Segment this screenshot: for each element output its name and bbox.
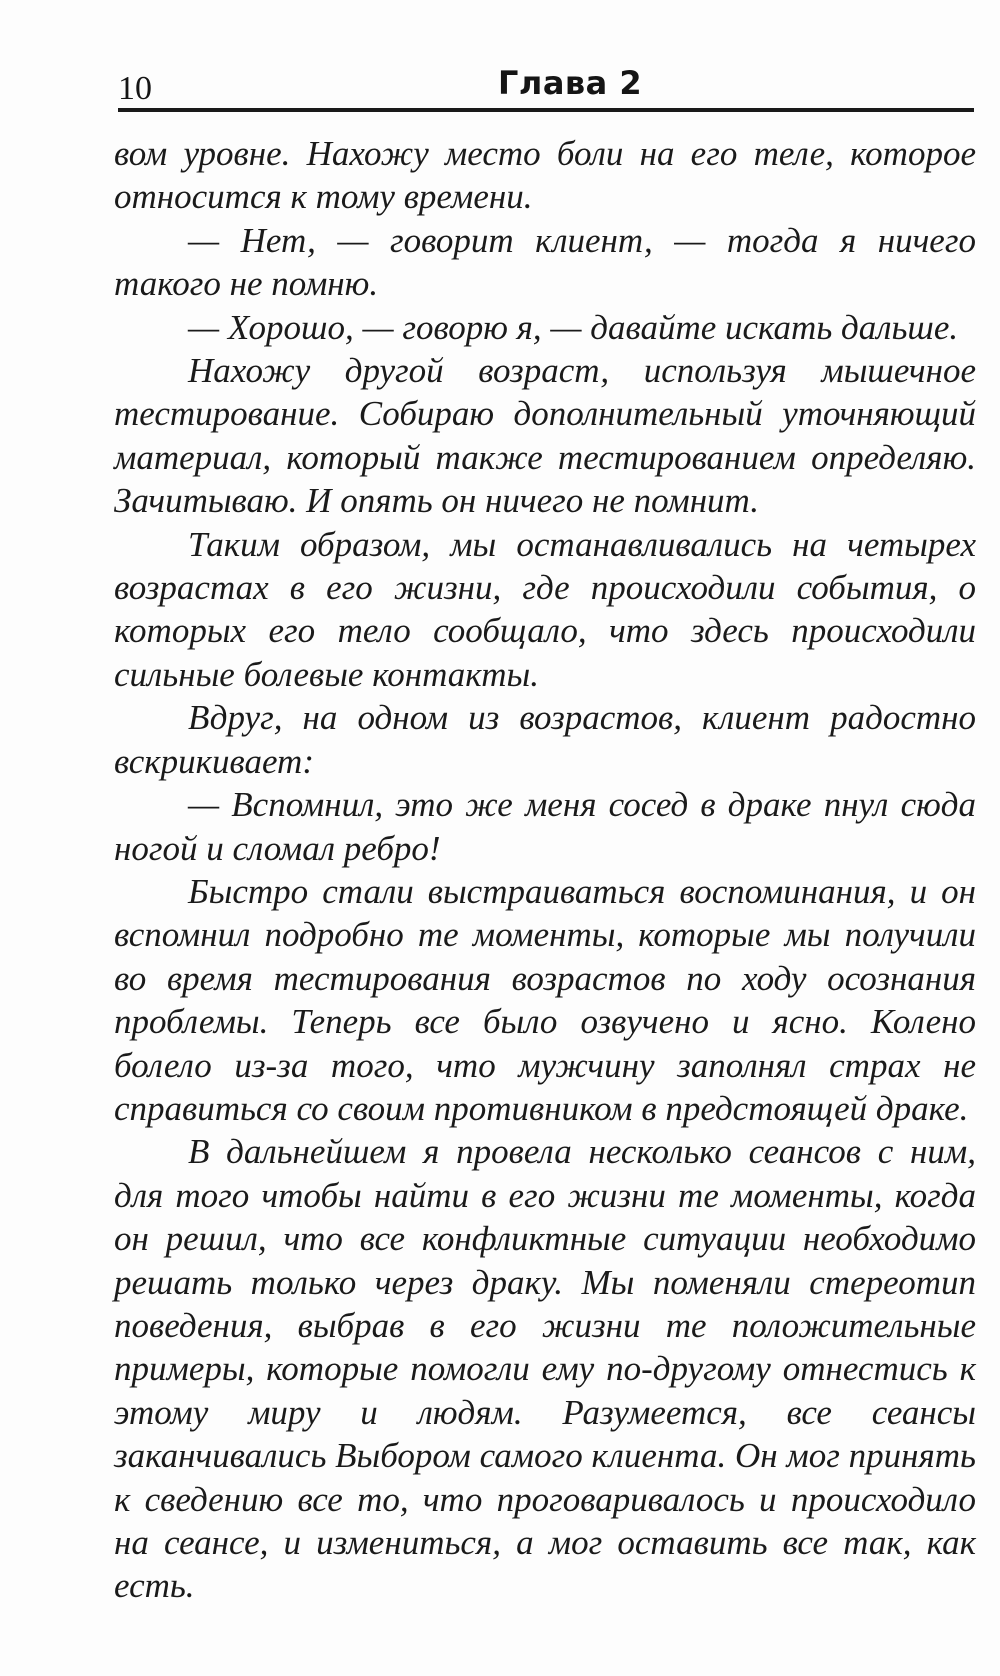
paragraph-four-ages: Таким образом, мы останавливались на четырех возрастах в его жизни, где происходили события, о которых его тело сообщало, что здесь происходили сильные болевые контакты. [114,524,976,694]
paragraph-exclaims: Вдруг, на одном из возрастов, клиент радостно вскрикивает: [114,698,976,781]
paragraph-dialogue-client: — Нет, — говорит клиент, — тогда я ничего такого не помню. [114,220,976,304]
paragraph-continuation: вом уровне. Нахожу место боли на его теле, которое относится к тому времени. [114,134,976,217]
page-number: 10 [118,70,152,107]
body-text [114,132,976,1608]
paragraph-dialogue-therapist: — Хорошо, — говорю я, — давайте искать дальше. [188,307,959,347]
chapter-title: Глава 2 [498,64,643,102]
paragraph-testing: Нахожу другой возраст, используя мышечное тестирование. Собираю дополнительный уточняющий материал, который также тестированием определяю. Зачитываю. И опять он ничего не помнит. [114,351,976,521]
paragraph-sessions: В дальнейшем я провела несколько сеансов с ним, для того чтобы найти в его жизни те моменты, когда он решил, что все конфликтные ситуации необходимо решать только через драку. Мы поменяли стереотип поведения, выбрав в его жизни те положительные примеры, которые помогли ему по-другому отнестись к этому миру и людям. Разумеется, все сеансы заканчивались Выбором самого клиента. Он мог принять к сведению все то, что проговаривалось и происходило на сеансе, и измениться, а мог оставить все так, как есть. [114,1132,976,1606]
paragraph-dialogue-remembered: — Вспомнил, это же меня сосед в драке пнул сюда ногой и сломал ребро! [114,785,976,868]
running-header [118,60,974,112]
paragraph-memories: Быстро стали выстраиваться воспоминания, и он вспомнил подробно те моменты, которые мы получили во время тестирования возрастов по ходу осознания проблемы. Теперь все было озвучено и ясно. Колено болело из-за того, что мужчину заполнял страх не справиться со своим противником в предстоящей драке. [114,871,976,1128]
header-rule [118,108,974,112]
